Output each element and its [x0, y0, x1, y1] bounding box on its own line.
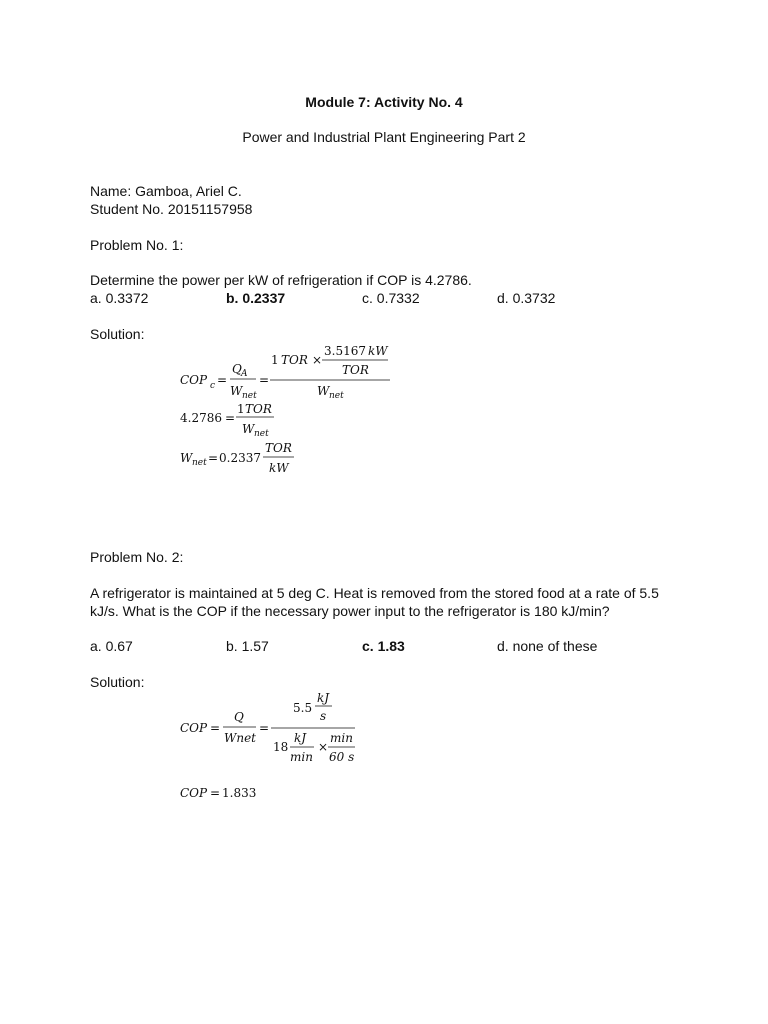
- problem-1-solution-label: Solution:: [90, 326, 145, 342]
- problem-2-option-c-correct: c. 1.83: [362, 638, 405, 654]
- p2-eq1-bot1-num: kJ: [294, 731, 307, 745]
- eq1-equals-1: =: [217, 373, 228, 387]
- eq2-equals: =: [225, 411, 236, 425]
- eq3-lhs-sub: net: [192, 458, 207, 468]
- eq2-num: 1: [237, 402, 245, 416]
- eq1-big-num-unit: TOR: [281, 353, 308, 367]
- p2-eq1-bot2-num: min: [330, 731, 353, 745]
- eq2-lhs: 4.2786: [180, 411, 222, 425]
- problem-1-option-d: d. 0.3732: [497, 290, 556, 306]
- page-subtitle: Power and Industrial Plant Engineering Part 2: [242, 129, 526, 145]
- eq3-den: kW: [269, 461, 289, 475]
- eq3-num: TOR: [265, 441, 292, 455]
- student-number: Student No. 20151157958: [90, 201, 253, 217]
- eq2-den: W: [242, 422, 255, 436]
- problem-1-option-b-correct: b. 0.2337: [226, 290, 286, 306]
- eq1-frac1-num-sub: A: [241, 369, 248, 379]
- eq1-frac1-num: Q: [232, 362, 242, 376]
- p2-eq1-equals-1: =: [210, 721, 221, 735]
- problem-1-heading: Problem No. 1:: [90, 237, 184, 253]
- page-title: Module 7: Activity No. 4: [305, 94, 463, 110]
- eq1-frac1-den-sub: net: [242, 391, 257, 401]
- eq1-big-den-sub: net: [329, 391, 344, 401]
- eq3-lhs: W: [180, 451, 193, 465]
- eq1-big-num-coef: 1: [271, 353, 279, 367]
- p2-eq1-top-den: s: [320, 709, 327, 723]
- problem-2-option-b: b. 1.57: [226, 638, 269, 654]
- problem-1-equations: [170, 340, 430, 480]
- eq1-equals-2: =: [259, 373, 270, 387]
- eq1-lhs: COP: [180, 373, 208, 387]
- p2-eq1-frac-den: Wnet: [224, 731, 256, 745]
- problem-1-question: Determine the power per kW of refrigeration if COP is 4.2786.: [90, 272, 472, 288]
- p2-eq1-times: ×: [318, 740, 329, 754]
- eq1-inner-num: 3.5167: [324, 344, 366, 358]
- p2-eq1-frac-num: Q: [234, 710, 244, 724]
- eq1-inner-den: TOR: [342, 363, 369, 377]
- problem-2-equations: [170, 688, 390, 808]
- problem-1-option-a: a. 0.3372: [90, 290, 149, 306]
- eq1-times: ×: [312, 353, 323, 367]
- problem-2-solution-label: Solution:: [90, 674, 145, 690]
- problem-2-question: A refrigerator is maintained at 5 deg C. Heat is removed from the stored food at a rate of 5.5 kJ/s. What is the COP if the necessary power input to the refrigerator is 180 kJ/min?: [90, 585, 659, 619]
- p2-eq1-bot2-den: 60 s: [329, 750, 355, 764]
- p2-eq1-bot1-den: min: [290, 750, 313, 764]
- p2-eq2-value: 1.833: [222, 786, 257, 800]
- eq2-den-sub: net: [254, 429, 269, 439]
- eq2-num-unit: TOR: [245, 402, 272, 416]
- problem-2-option-d: d. none of these: [497, 638, 598, 654]
- p2-eq1-equals-2: =: [259, 721, 270, 735]
- student-name: Name: Gamboa, Ariel C.: [90, 183, 242, 199]
- p2-eq1-lhs: COP: [180, 721, 208, 735]
- problem-2-option-a: a. 0.67: [90, 638, 133, 654]
- p2-eq1-bot-coef: 18: [273, 740, 289, 754]
- eq1-big-den: W: [317, 384, 330, 398]
- eq1-lhs-sub: c: [210, 381, 216, 391]
- p2-eq2-lhs: COP: [180, 786, 208, 800]
- eq1-inner-num-unit: kW: [368, 344, 388, 358]
- problem-1-option-c: c. 0.7332: [362, 290, 420, 306]
- problem-2-heading: Problem No. 2:: [90, 549, 184, 565]
- eq1-frac1-den: W: [230, 384, 243, 398]
- eq3-equals: =: [208, 451, 219, 465]
- eq3-value: 0.2337: [219, 451, 261, 465]
- p2-eq1-top-coef: 5.5: [293, 701, 313, 715]
- p2-eq2-equals: =: [210, 786, 221, 800]
- p2-eq1-top-num: kJ: [317, 691, 330, 705]
